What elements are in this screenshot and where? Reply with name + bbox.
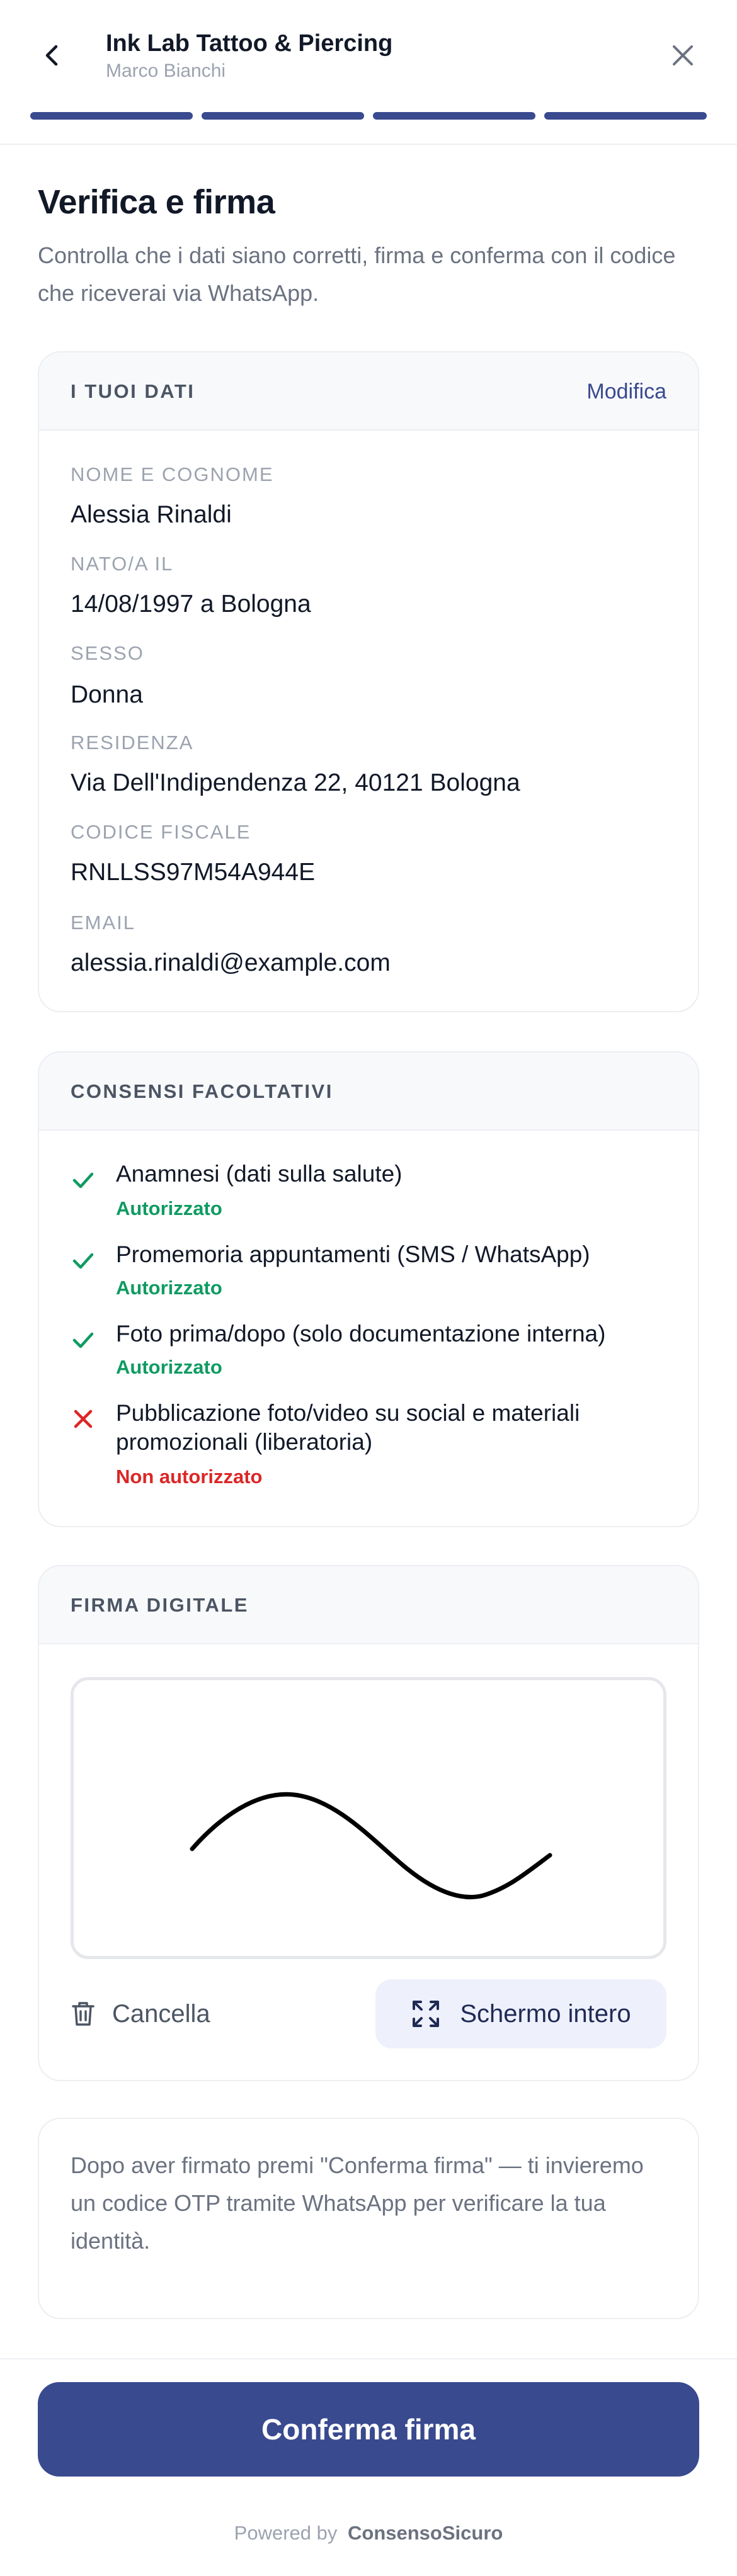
clear-signature-label: Cancella [112,1999,210,2028]
page-description: Controlla che i dati siano corretti, firma e conferma con il codice che riceverai via WhatsApp. [38,242,676,306]
field-value-name: Alessia Rinaldi [71,501,232,528]
chevron-left-icon [40,43,66,68]
back-button[interactable] [35,38,71,73]
page-title: Verifica e firma [38,183,275,221]
field-value-sex: Donna [71,681,143,708]
field-label-sex: SESSO [71,642,144,664]
consents-heading: CONSENSI FACOLTATIVI [71,1080,333,1102]
powered-by-brand: ConsensoSicuro [348,2522,503,2544]
field-label-name: NOME E COGNOME [71,463,274,485]
consent-item-text: Anamnesi (dati sulla salute) [116,1161,403,1187]
trash-icon [71,2000,96,2028]
progress-step [373,112,535,120]
consent-item-status: Non autorizzato [116,1466,263,1488]
personal-data-card [38,351,699,1012]
otp-info-text: Dopo aver firmato premi "Conferma firma" — ti invieremo un codice OTP tramite WhatsApp per verificare la tua identità. [71,2152,644,2254]
signature-heading: FIRMA DIGITALE [71,1594,249,1616]
field-label-email: EMAIL [71,912,136,934]
powered-by [0,2522,737,2545]
signature-stroke [74,1680,663,1956]
personal-data-header [39,353,698,431]
personal-data-heading: I TUOI DATI [71,380,195,402]
powered-by-prefix: Powered by [234,2522,338,2544]
consents-card [38,1051,699,1527]
consents-header [39,1053,698,1131]
fullscreen-button[interactable] [375,1979,666,2048]
consent-item-status: Autorizzato [116,1197,222,1219]
footer-divider [0,2358,737,2359]
consent-item-status: Autorizzato [116,1356,222,1378]
edit-link[interactable]: Modifica [586,380,666,404]
close-button[interactable] [665,38,700,73]
close-icon [670,43,695,68]
consent-item-status: Autorizzato [116,1277,222,1299]
progress-step [30,112,193,120]
field-value-birth: 14/08/1997 a Bologna [71,590,311,618]
clear-signature-button[interactable] [71,1979,210,2048]
fullscreen-label: Schermo intero [460,1999,631,2028]
consent-item-text: Pubblicazione foto/video su social e materiali promozionali (liberatoria) [116,1400,580,1455]
signature-header [39,1566,698,1644]
signature-pad[interactable] [71,1677,666,1959]
field-value-residence: Via Dell'Indipendenza 22, 40121 Bologna [71,769,520,796]
artist-name: Marco Bianchi [106,60,226,81]
field-label-birth: NATO/A IL [71,553,174,575]
field-label-tax-code: CODICE FISCALE [71,821,251,843]
otp-info-card [38,2118,699,2319]
field-value-tax-code: RNLLSS97M54A944E [71,859,316,886]
check-icon [71,1248,96,1273]
field-label-residence: RESIDENZA [71,732,194,754]
top-header [0,0,737,145]
consent-item-text: Promemoria appuntamenti (SMS / WhatsApp) [116,1241,590,1267]
field-value-email: alessia.rinaldi@example.com [71,949,391,976]
expand-icon [411,1999,441,2029]
signature-card [38,1565,699,2081]
consent-item-text: Foto prima/dopo (solo documentazione interna) [116,1321,606,1347]
studio-name: Ink Lab Tattoo & Piercing [106,30,393,57]
progress-step [202,112,364,120]
confirm-signature-button[interactable]: Conferma firma [38,2382,699,2477]
check-icon [71,1167,96,1192]
progress-bar [30,112,707,120]
cross-icon [71,1406,96,1432]
check-icon [71,1327,96,1352]
progress-step [544,112,707,120]
